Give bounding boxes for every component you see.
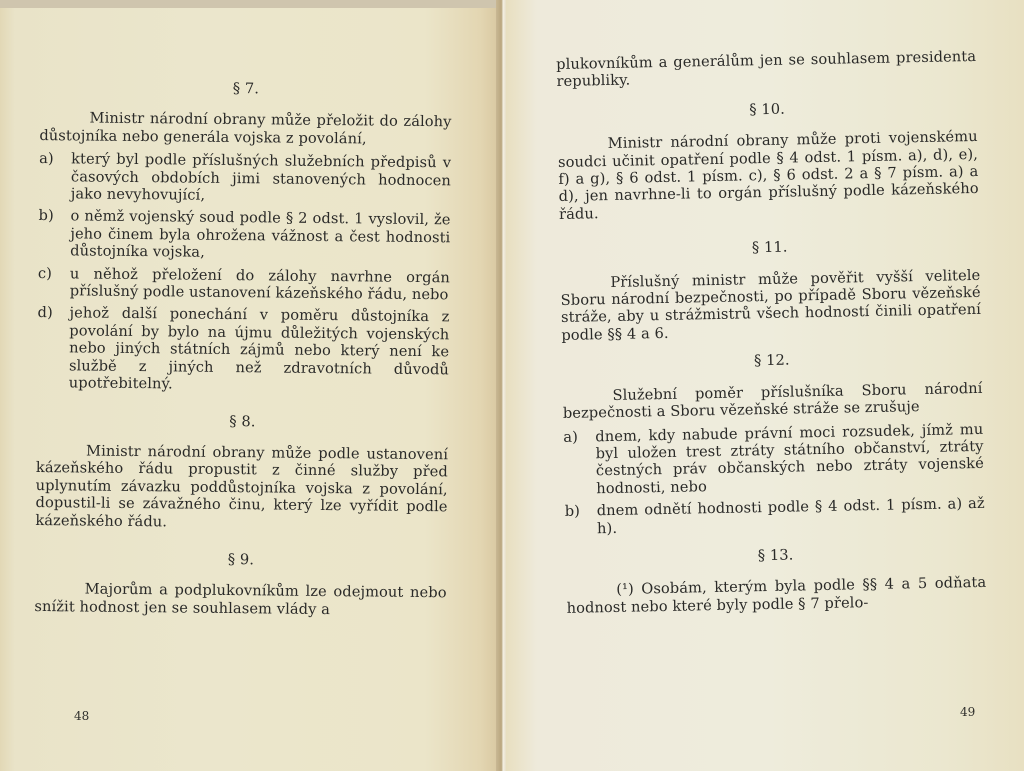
section-heading-10: § 10.: [749, 100, 786, 119]
item-label: a): [563, 428, 579, 446]
right-page-text: [556, 48, 987, 623]
section-7-intro: Ministr národní obrany může přeložit do zálohy důstojníka nebo generála vojska z povolání,: [39, 109, 452, 148]
item-text: který byl podle příslušných služebních předpisů v časových obdobích jimi stanovených hodnocen jako nevyhovující,: [70, 150, 452, 204]
item-label: c): [37, 264, 53, 282]
page-number-right: 49: [960, 705, 976, 719]
section-13-text: (¹) Osobám, kterým byla podle §§ 4 a 5 odňata hodnost nebo které byly podle § 7 přelo-: [566, 574, 987, 617]
right-page: [506, 0, 1024, 771]
item-text: jehož další ponechání v poměru důstojníka z povolání by bylo na újmu důležitých vojenských nebo jiných státních zájmů nebo který není ke službě z jiných než zdravotních důvodů upotřebitelný.: [68, 304, 450, 393]
section-heading-9: § 9.: [227, 550, 255, 569]
item-text: o němž vojenský soud podle § 2 odst. 1 vyslovil, že jeho činem byla ohrožena vážnost a čest hodnosti důstojníka vojska,: [70, 207, 451, 261]
section-heading-13: § 13.: [757, 546, 794, 565]
section-12-intro: Služební poměr příslušníka Sboru národní bezpečnosti a Sboru vězeňské stráže se zrušuje: [562, 379, 983, 423]
item-label: b): [564, 502, 581, 521]
section-heading-12: § 12.: [753, 351, 790, 370]
item-text: dnem, kdy nabude právní moci rozsudek, jímž mu byl uložen trest ztráty státního občanství, ztráty čestných práv občanských nebo ztráty vojenské hodnosti, nebo: [595, 420, 985, 498]
page-number-left: 48: [74, 709, 90, 723]
item-label: a): [39, 150, 54, 168]
section-8-text: Ministr národní obrany může podle ustanovení kázeňského řádu propustit z činné služby před uplynutím závazku poddůstojníka vojska z povolání, dopustil-li se závažného činu, který lze vyřídit podle kázeňského řádu.: [35, 442, 449, 530]
item-text: dnem odnětí hodnosti podle § 4 odst. 1 písm. a) až h).: [596, 494, 985, 537]
section-7-item-a: [39, 150, 452, 207]
item-label: b): [38, 207, 54, 225]
item-label: d): [37, 304, 53, 322]
section-heading-11: § 11.: [751, 238, 788, 257]
section-7-item-b: [38, 207, 451, 264]
section-12-item-b: [565, 495, 986, 538]
section-7-item-d: [37, 304, 450, 395]
section-10-text: Ministr národní obrany může proti vojenskému soudci učinit opatření podle § 4 odst. 1 písm. a), d), e), f) a g), § 6 odst. 1 písm. c), § 6 odst. 2 a § 7 písm. a) a d), jen navrhne-li to orgán příslušný podle kázeňského řádu.: [557, 128, 979, 223]
section-heading-8: § 8.: [229, 412, 256, 430]
continuation-text: plukovníkům a generálům jen se souhlasem presidenta republiky.: [556, 47, 977, 91]
item-text: u něhož přeložení do zálohy navrhne orgán příslušný podle ustanovení kázeňského řádu, nebo: [69, 264, 451, 304]
section-9-text: Majorům a podplukovníkům lze odejmout nebo snížit hodnost jen se souhlasem vlády a: [34, 580, 447, 618]
section-11-text: Příslušný ministr může pověřit vyšší velitele Sboru národní bezpečnosti, po případě Sboru vězeňské stráže, aby u strážmistrů všech hodností činili opatření podle §§ 4 a 6.: [560, 266, 982, 344]
section-12-item-a: [563, 420, 984, 498]
left-page-text: [34, 78, 452, 625]
left-page: [0, 0, 500, 771]
section-heading-7: § 7.: [232, 80, 260, 98]
section-7-item-c: [38, 265, 450, 304]
